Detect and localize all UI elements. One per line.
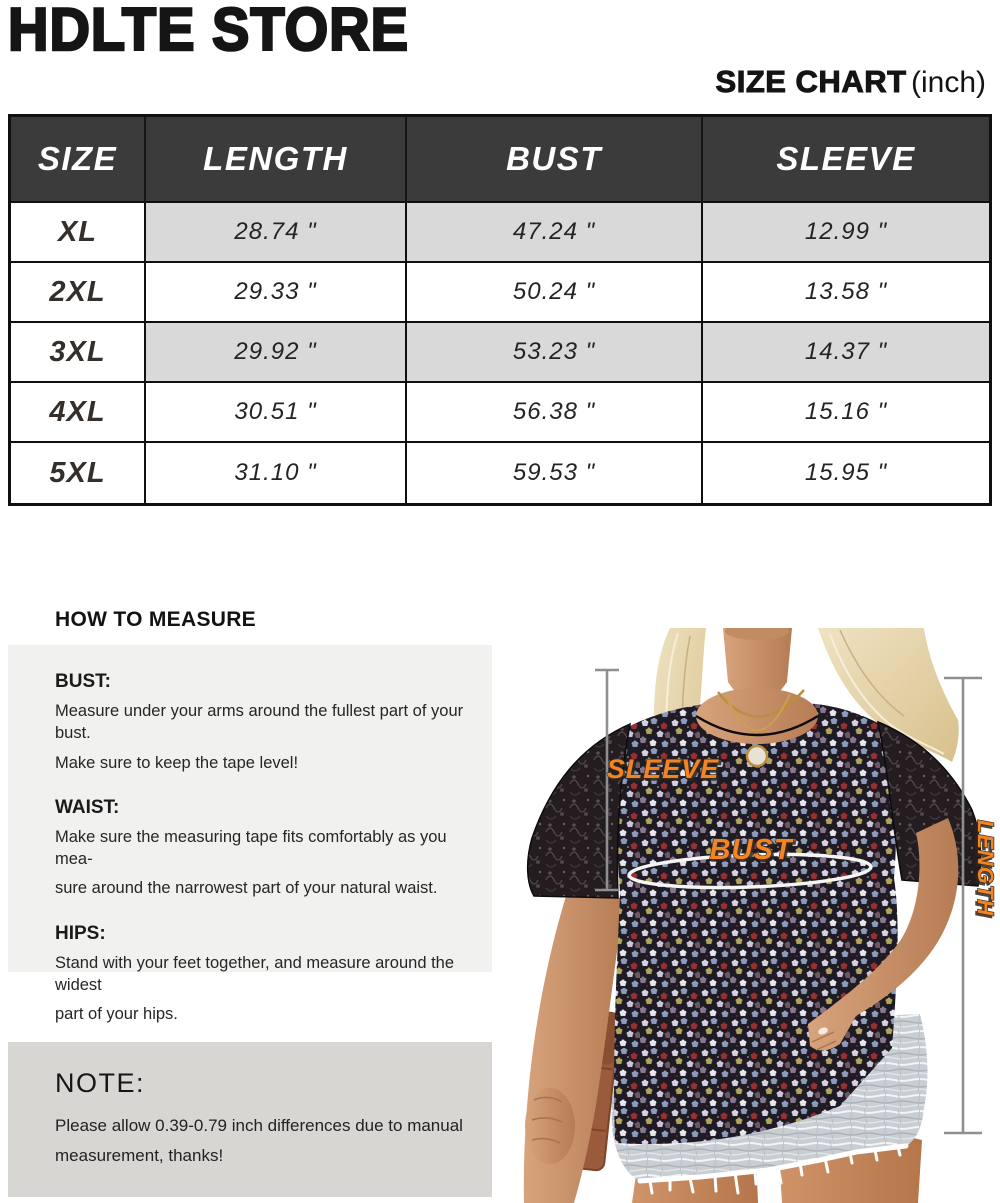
column-header-length: LENGTH — [146, 117, 407, 203]
waist-instruction: Make sure the measuring tape fits comfortably as you mea- — [55, 827, 447, 869]
table-cell-bust: 50.24 " — [407, 263, 703, 323]
hips-instruction: Stand with your feet together, and measure around the widest — [55, 953, 455, 994]
model-photo — [520, 628, 1000, 1203]
table-cell-bust: 47.24 " — [407, 203, 703, 263]
sleeve-annotation-label: SLEEVE — [606, 754, 720, 784]
measure-section-hips — [55, 923, 468, 1026]
table-cell-bust: 56.38 " — [407, 383, 703, 443]
table-row-size: 5XL — [11, 443, 146, 503]
note-title: NOTE: — [55, 1068, 146, 1098]
column-header-sleeve: SLEEVE — [703, 117, 989, 203]
measure-section-waist — [55, 797, 468, 900]
waist-instruction: sure around the narrowest part of your natural waist. — [55, 879, 438, 898]
table-cell-bust: 59.53 " — [407, 443, 703, 503]
bust-instruction: Make sure to keep the tape level! — [55, 753, 299, 772]
table-cell-length: 29.33 " — [146, 263, 407, 323]
hips-instruction: part of your hips. — [55, 1005, 178, 1024]
note-text: measurement, thanks! — [55, 1145, 224, 1165]
how-to-measure-box — [8, 645, 492, 1024]
how-to-measure-title: HOW TO MEASURE — [55, 608, 256, 631]
bust-annotation-label: BUST — [709, 834, 793, 866]
column-header-size: SIZE — [11, 117, 146, 203]
table-row-size: XL — [11, 203, 146, 263]
table-cell-sleeve: 15.16 " — [703, 383, 989, 443]
length-annotation-label: LENGTH — [973, 819, 998, 917]
model-illustration — [520, 628, 1000, 1203]
table-cell-sleeve: 15.95 " — [703, 443, 989, 503]
note-box — [8, 1042, 492, 1197]
waist-label: WAIST: — [55, 796, 120, 818]
table-cell-length: 28.74 " — [146, 203, 407, 263]
hips-label: HIPS: — [55, 922, 106, 944]
size-chart-table — [8, 114, 992, 506]
column-header-bust: BUST — [407, 117, 703, 203]
table-cell-length: 31.10 " — [146, 443, 407, 503]
table-cell-length: 29.92 " — [146, 323, 407, 383]
table-cell-bust: 53.23 " — [407, 323, 703, 383]
table-row-size: 3XL — [11, 323, 146, 383]
table-cell-sleeve: 13.58 " — [703, 263, 989, 323]
table-row-size: 4XL — [11, 383, 146, 443]
chart-title: SIZE CHART — [715, 64, 907, 99]
store-name: HDLTE STORE — [8, 0, 409, 64]
table-cell-length: 30.51 " — [146, 383, 407, 443]
bust-label: BUST: — [55, 671, 111, 692]
table-cell-sleeve: 12.99 " — [703, 203, 989, 263]
table-cell-sleeve: 14.37 " — [703, 323, 989, 383]
bust-instruction: Measure under your arms around the fullest part of your bust. — [55, 702, 464, 743]
chart-title-row — [716, 64, 986, 100]
table-row-size: 2XL — [11, 263, 146, 323]
measure-section-bust — [55, 671, 468, 774]
chart-unit: (inch) — [910, 66, 986, 99]
note-text: Please allow 0.39-0.79 inch differences due to manual — [55, 1116, 463, 1135]
